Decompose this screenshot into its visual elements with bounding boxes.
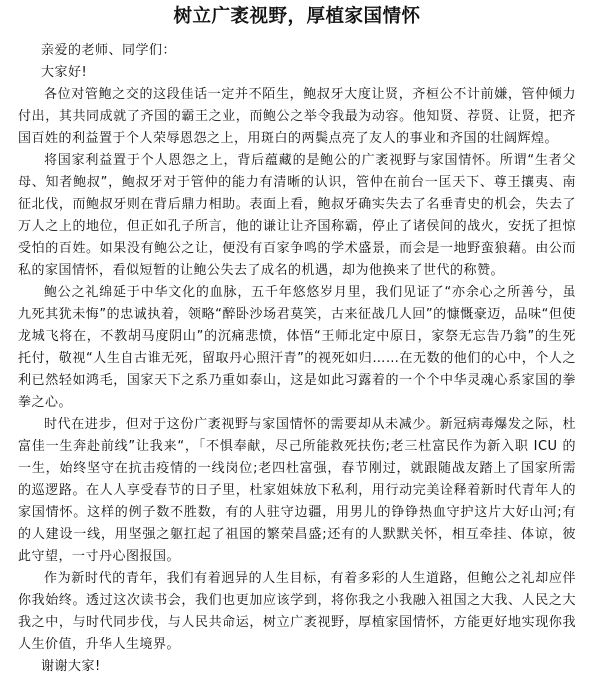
closing-line: 谢谢大家! (41, 659, 101, 674)
paragraph-3: 鲍公之礼绵延于中华文化的血脉，五千年悠悠岁月里，我们见证了“亦余心之所善兮，虽九死其犹未悔”的忠诚执着，领略“醉卧沙场君莫笑，古来征战几人回”的慷慨豪迈，品味“但使龙城飞将在，不教胡马度阴山”的沉痛悲愤，体悟“王师北定中原日，家祭无忘告乃翁”的生死托付，敬视“人生自古谁无死，留取丹心照汗青”的视死如归……在无数的他们的心中，个人之利已然轻如鸿毛，国家天下之系乃重如泰山，这是如此习露着的一个个中华灵魂心系家国的拳拳之心。 (18, 285, 576, 410)
paragraph-2: 将国家利益置于个人恩怨之上，背后蕴藏的是鲍公的广袤视野与家国情怀。所谓“生者父母、知者鲍叔”，鲍叔牙对于管仲的能力有清晰的认识，管仲在前台一匡天下、尊王攘夷、南征北伐，而鲍叔牙则在背后鼎力相助。表面上看，鲍叔牙确实失去了名垂青史的机会，失去了万人之上的地位，但正如孔子所言，他的谦让让齐国称霸，停止了诸侯间的战火，安抚了担惊受怕的百姓。如果没有鲍公之让，便没有百家争鸣的学术盛景，而会是一地野蛮狼藉。由公而私的家国情怀，看似短暂的让鲍公失去了成名的机遇，却为他换来了世代的称赞。 (18, 153, 576, 278)
greeting: 大家好! (41, 65, 88, 80)
paragraph-4: 时代在进步，但对于这份广袤视野与家国情怀的需要却从未减少。新冠病毒爆发之际，杜富佳一生奔赴前线”让我来“，「不惧奉献，尽己所能救死扶伤;老三杜富民作为新入职 ICU 的一生，始终坚守在抗击疫情的一线岗位;老四杜富强，春节刚过，就跟随战友踏上了国家所需的巡逻路。在人人享受春节的日子里，杜家姐妹放下私利，用行动完美诠释着新时代青年人的家国情怀。这样的例子数不胜数，有的人驻守边疆，用男儿的铮铮热血守护这片大好山河;有的人建设一线，用坚强之躯扛起了祖国的繁荣昌盛;还有的人默默关怀，相互牵挂、体谅，彼此守望，一寸丹心图报国。 (18, 417, 576, 564)
salutation: 亲爱的老师、同学们： (41, 43, 177, 58)
paragraph-5: 作为新时代的青年，我们有着迥异的人生目标，有着多彩的人生道路，但鲍公之礼却应伴你我始终。透过这次读书会，我们也更加应该学到，将你我之小我融入祖国之大我、人民之大我之中，与时代同步伐，与人民共命运，树立广袤视野，厚植家国情怀，方能更好地实现你我人生价值，升华人生境界。 (18, 571, 576, 652)
document-title: 树立广袤视野，厚植家国情怀 (173, 6, 421, 27)
paragraph-1: 各位对管鲍之交的这段佳话一定并不陌生，鲍叔牙大度让贤，齐桓公不计前嫌，管仲倾力付出，其共同成就了齐国的霸王之业，而鲍公之举令我最为动容。他知贤、荐贤、让贤，把齐国百姓的利益置于个人荣辱恩怨之上，用斑白的两鬓点亮了友人的事业和齐国的壮阔辉煌。 (18, 87, 576, 146)
